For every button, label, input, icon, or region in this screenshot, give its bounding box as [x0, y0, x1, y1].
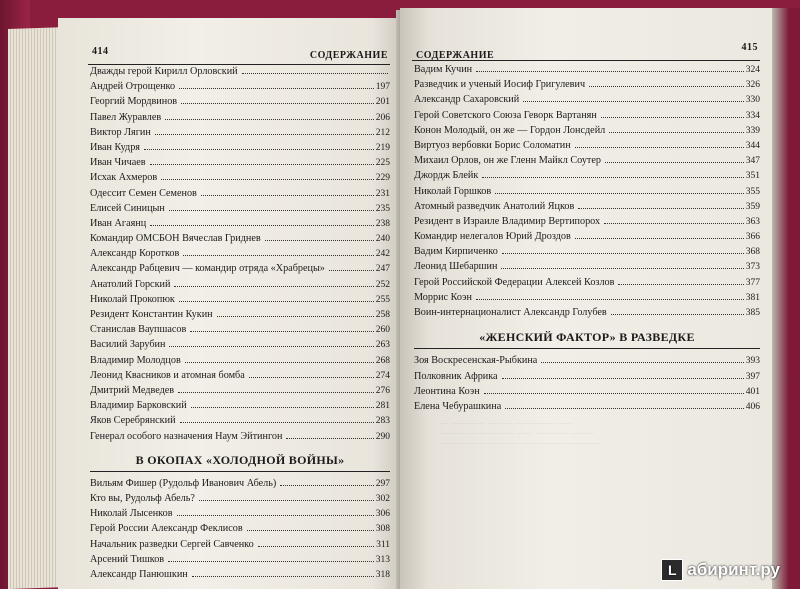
toc-entry-page: 238 — [375, 218, 390, 229]
toc-entry-title: Джордж Блейк — [414, 170, 479, 182]
toc-entry-page: 339 — [745, 125, 760, 136]
toc-leader-dots — [161, 179, 374, 180]
toc-entry — [90, 552, 390, 567]
toc-leader-dots — [601, 117, 744, 118]
toc-entry-title: Полковник Африка — [414, 370, 498, 382]
toc-entry-page: 242 — [375, 249, 390, 260]
toc-entry-title: Командир нелегалов Юрий Дроздов — [414, 231, 571, 243]
toc-entry-page: 397 — [745, 371, 760, 382]
toc-entry-title: Андрей Отрощенко — [90, 81, 176, 93]
toc-leader-dots — [242, 73, 388, 74]
toc-entry-page: 344 — [745, 140, 760, 151]
toc-entry-page: 355 — [745, 186, 760, 197]
toc-entry — [90, 398, 390, 413]
toc-entry — [90, 429, 390, 444]
left-page-number: 414 — [92, 46, 109, 57]
toc-leader-dots — [190, 331, 373, 332]
toc-entry-page: 258 — [375, 310, 390, 320]
toc-entry-page: 219 — [375, 142, 390, 153]
toc-entry-title: Леонид Квасников и атомная бомба — [90, 369, 245, 381]
toc-leader-dots — [177, 515, 374, 516]
toc-leader-dots — [191, 407, 374, 408]
toc-entry — [90, 476, 390, 491]
toc-entry-page: 393 — [745, 356, 760, 367]
toc-entry-title: Одессит Семен Семенов — [90, 187, 197, 199]
toc-entry — [414, 214, 760, 229]
toc-entry-page: 281 — [375, 401, 390, 412]
toc-leader-dots — [329, 270, 374, 271]
toc-entry — [90, 140, 390, 155]
toc-leader-dots — [502, 378, 744, 379]
toc-entry — [90, 491, 390, 506]
left-toc-list — [90, 64, 390, 582]
toc-entry-page: 302 — [375, 494, 390, 505]
toc-entry — [90, 125, 390, 140]
toc-entry-page: 368 — [745, 247, 760, 258]
toc-entry-title: Иван Кудря — [90, 141, 140, 153]
toc-entry — [414, 138, 760, 153]
toc-entry — [90, 64, 390, 79]
toc-entry-title: Резидент Константин Кукин — [90, 309, 213, 320]
toc-entry — [90, 186, 390, 201]
toc-leader-dots — [150, 225, 374, 226]
toc-entry — [414, 62, 760, 77]
toc-entry — [90, 292, 390, 307]
toc-entry-page: 313 — [375, 554, 390, 565]
toc-entry — [90, 567, 390, 582]
toc-entry — [414, 229, 760, 244]
toc-entry-title: Владимир Барковский — [90, 400, 187, 412]
toc-entry — [90, 110, 390, 125]
toc-entry — [414, 153, 760, 168]
toc-entry-title: Герой России Александр Феклисов — [90, 523, 243, 535]
toc-leader-dots — [502, 253, 744, 254]
section-title: «ЖЕНСКИЙ ФАКТОР» В РАЗВЕДКЕ — [479, 330, 695, 345]
toc-entry — [90, 94, 390, 109]
toc-leader-dots — [484, 393, 744, 394]
toc-entry-title: Елена Чебурашкина — [414, 400, 502, 412]
toc-entry-page: 326 — [745, 80, 760, 91]
toc-entry-page: 334 — [745, 110, 760, 121]
toc-entry-title: Зоя Воскресенская-Рыбкина — [414, 355, 538, 367]
toc-leader-dots — [192, 576, 374, 577]
toc-entry-page: 363 — [745, 216, 760, 227]
toc-leader-dots — [150, 164, 374, 165]
right-page-number: 415 — [741, 42, 758, 53]
toc-entry — [414, 184, 760, 199]
toc-entry-title: Командир ОМСБОН Вячеслав Гриднев — [90, 233, 261, 245]
toc-entry-page: 229 — [375, 173, 390, 184]
toc-leader-dots — [482, 177, 743, 178]
toc-entry-page: 308 — [375, 524, 390, 535]
section-rule — [90, 471, 390, 472]
toc-entry-page: 318 — [375, 570, 390, 581]
toc-entry-page: 330 — [745, 95, 760, 106]
right-header-rule — [412, 60, 760, 61]
toc-entry-page: 260 — [375, 325, 390, 336]
toc-leader-dots — [476, 71, 744, 72]
toc-entry-title: Павел Журавлев — [90, 111, 162, 123]
toc-entry-page: 366 — [745, 232, 760, 243]
toc-entry-title: Николай Горшков — [414, 185, 492, 197]
toc-leader-dots — [249, 377, 374, 378]
toc-entry-page: 290 — [375, 431, 390, 442]
toc-leader-dots — [185, 362, 374, 363]
toc-entry — [414, 92, 760, 107]
toc-entry — [90, 368, 390, 383]
toc-entry — [90, 337, 390, 352]
toc-entry-page: 247 — [375, 264, 390, 275]
toc-entry-title: Александр Сахаровский — [414, 94, 520, 106]
toc-entry — [90, 521, 390, 536]
toc-leader-dots — [495, 193, 744, 194]
toc-entry-title: Вильям Фишер (Рудольф Иванович Абель) — [90, 477, 277, 489]
toc-entry — [90, 353, 390, 368]
toc-entry — [90, 537, 390, 552]
toc-entry-page: 347 — [745, 156, 760, 167]
right-toc-list — [414, 62, 760, 414]
toc-leader-dots — [265, 240, 374, 241]
left-running-head: СОДЕРЖАНИЕ — [309, 50, 388, 61]
toc-leader-dots — [501, 268, 743, 269]
toc-entry-title: Вадим Кучин — [414, 64, 473, 75]
toc-entry-title: Резидент в Израиле Владимир Вертипорох — [414, 215, 601, 227]
toc-leader-dots — [280, 485, 373, 486]
toc-entry — [414, 108, 760, 123]
toc-leader-dots — [604, 223, 744, 224]
toc-entry-title: Николай Прокопюк — [90, 293, 175, 305]
labirint-logo-icon: L — [661, 559, 683, 581]
toc-entry-page: 406 — [745, 401, 760, 412]
toc-entry-title: Станислав Ваупшасов — [90, 324, 187, 336]
toc-entry-title: Воин-интернационалист Александр Голубев — [414, 307, 607, 318]
toc-entry-title: Иван Чичаев — [90, 157, 146, 169]
toc-leader-dots — [144, 149, 374, 150]
toc-entry-title: Николай Лысенков — [90, 508, 173, 520]
toc-entry-title: Михаил Орлов, он же Гленн Майкл Соутер — [414, 155, 601, 167]
toc-entry-title: Георгий Мордвинов — [90, 96, 178, 108]
toc-entry — [414, 384, 760, 399]
toc-entry-page: 297 — [375, 478, 390, 489]
toc-entry — [90, 201, 390, 216]
watermark-text: абиринт.ру — [687, 560, 780, 579]
toc-leader-dots — [605, 162, 744, 163]
toc-entry-title: Виртуоз вербовки Борис Соломатин — [414, 139, 571, 151]
toc-entry-title: Дважды герой Кирилл Орловский — [90, 66, 238, 77]
toc-entry-page: 385 — [745, 308, 760, 318]
toc-entry-page: 268 — [375, 355, 390, 366]
toc-leader-dots — [174, 286, 373, 287]
toc-entry-page: 206 — [375, 112, 390, 123]
toc-entry-title: Моррис Коэн — [414, 291, 472, 303]
toc-entry-title: Александр Панюшкин — [90, 569, 188, 581]
toc-leader-dots — [181, 103, 374, 104]
toc-entry — [414, 168, 760, 183]
toc-leader-dots — [183, 255, 373, 256]
background-right — [772, 8, 800, 589]
toc-entry — [414, 244, 760, 259]
toc-entry — [414, 259, 760, 274]
toc-leader-dots — [169, 210, 374, 211]
toc-entry-title: Дмитрий Медведев — [90, 384, 175, 396]
toc-leader-dots — [247, 530, 374, 531]
toc-entry — [414, 77, 760, 92]
toc-leader-dots — [179, 301, 374, 302]
toc-leader-dots — [201, 195, 374, 196]
toc-entry-title: Исхак Ахмеров — [90, 172, 158, 184]
toc-leader-dots — [505, 408, 744, 409]
toc-entry-page: 252 — [375, 279, 390, 290]
toc-entry-title: Василий Зарубин — [90, 339, 166, 351]
toc-leader-dots — [618, 284, 743, 285]
toc-entry — [90, 155, 390, 170]
toc-leader-dots — [217, 316, 374, 317]
toc-leader-dots — [476, 299, 744, 300]
toc-entry-page: 274 — [375, 370, 390, 381]
toc-entry-page: 201 — [375, 97, 390, 108]
toc-leader-dots — [286, 438, 373, 439]
toc-entry-page: 373 — [745, 262, 760, 273]
toc-leader-dots — [589, 86, 744, 87]
toc-leader-dots — [575, 238, 744, 239]
section-title: В ОКОПАХ «ХОЛОДНОЙ ВОЙНЫ» — [135, 452, 345, 467]
toc-entry-page: 263 — [375, 340, 390, 351]
toc-entry-title: Герой Российской Федерации Алексей Козлов — [414, 276, 615, 288]
toc-leader-dots — [258, 546, 374, 547]
toc-entry-title: Владимир Молодцов — [90, 354, 181, 366]
toc-entry — [90, 261, 390, 276]
toc-entry — [90, 322, 390, 337]
toc-entry — [90, 216, 390, 231]
toc-entry-page: 351 — [745, 171, 760, 182]
toc-entry-page: 377 — [745, 277, 760, 288]
toc-entry — [414, 123, 760, 138]
toc-entry-page: 311 — [376, 539, 390, 550]
toc-entry-title: Арсений Тишков — [90, 553, 165, 565]
labirint-watermark — [661, 559, 780, 581]
toc-entry — [414, 199, 760, 214]
toc-entry-page: 197 — [375, 82, 390, 93]
toc-leader-dots — [575, 147, 744, 148]
toc-entry — [90, 413, 390, 428]
toc-entry-page: 255 — [375, 294, 390, 305]
toc-entry — [90, 277, 390, 292]
toc-leader-dots — [199, 500, 374, 501]
toc-leader-dots — [168, 561, 374, 562]
toc-entry-page: 381 — [745, 292, 760, 303]
toc-leader-dots — [169, 346, 373, 347]
toc-entry-title: Иван Агаянц — [90, 217, 147, 229]
toc-entry-title: Виктор Лягин — [90, 126, 151, 138]
section-heading-block — [90, 453, 390, 472]
toc-entry-title: Герой Советского Союза Геворк Вартанян — [414, 109, 597, 121]
toc-entry-title: Леонтина Коэн — [414, 385, 480, 397]
toc-entry-title: Кто вы, Рудольф Абель? — [90, 493, 195, 505]
section-heading-block — [414, 330, 760, 349]
toc-entry-title: Александр Рабцевич — командир отряда «Храбрецы» — [90, 263, 325, 275]
toc-entry-title: Яков Серебрянский — [90, 415, 176, 427]
toc-entry-page: 212 — [375, 127, 390, 138]
toc-entry — [90, 246, 390, 261]
toc-leader-dots — [155, 134, 374, 135]
toc-leader-dots — [178, 392, 374, 393]
bleed-through-text: — ———— ——— ————— —— ——— —————— —— ———— ——— — ——————— ———— ——— ———— — [440, 418, 600, 447]
toc-entry — [90, 307, 390, 322]
toc-entry — [90, 170, 390, 185]
toc-entry — [90, 506, 390, 521]
toc-entry-page: 283 — [375, 416, 390, 427]
toc-entry — [90, 231, 390, 246]
toc-entry — [414, 275, 760, 290]
toc-leader-dots — [578, 208, 743, 209]
toc-leader-dots — [180, 422, 374, 423]
toc-entry-page: 324 — [745, 65, 760, 75]
toc-entry-page: 231 — [375, 188, 390, 199]
right-page — [400, 8, 772, 589]
left-page — [58, 18, 400, 589]
toc-leader-dots — [609, 132, 744, 133]
toc-entry-page: 401 — [745, 386, 760, 397]
toc-entry-title: Начальник разведки Сергей Савченко — [90, 538, 254, 550]
toc-entry-page: 240 — [375, 234, 390, 245]
toc-entry-title: Анатолий Горский — [90, 278, 171, 290]
toc-entry-page: 235 — [375, 203, 390, 214]
toc-leader-dots — [523, 101, 744, 102]
toc-leader-dots — [165, 119, 374, 120]
toc-entry-title: Леонид Шебаршин — [414, 261, 498, 273]
toc-leader-dots — [541, 362, 743, 363]
section-rule — [414, 348, 760, 349]
toc-entry-title: Атомный разведчик Анатолий Яцков — [414, 200, 575, 212]
toc-entry — [414, 399, 760, 414]
toc-entry-page: 306 — [375, 509, 390, 520]
toc-entry-page: 359 — [745, 201, 760, 212]
toc-entry — [414, 369, 760, 384]
toc-leader-dots — [179, 88, 374, 89]
toc-entry-title: Вадим Кирпиченко — [414, 246, 498, 258]
toc-entry-title: Александр Коротков — [90, 248, 180, 260]
toc-entry-page: 225 — [375, 158, 390, 169]
toc-entry-page: 276 — [375, 385, 390, 396]
toc-entry-title: Разведчик и ученый Иосиф Григулевич — [414, 79, 586, 91]
toc-entry — [414, 290, 760, 305]
toc-entry — [90, 383, 390, 398]
toc-entry-title: Генерал особого назначения Наум Эйтингон — [90, 430, 283, 442]
toc-entry-title: Конон Молодый, он же — Гордон Лонсдейл — [414, 124, 606, 136]
toc-leader-dots — [611, 314, 744, 315]
toc-entry — [414, 353, 760, 368]
toc-entry-title: Елисей Синицын — [90, 202, 165, 214]
toc-entry — [90, 79, 390, 94]
right-running-head: СОДЕРЖАНИЕ — [416, 50, 495, 61]
toc-entry — [414, 305, 760, 320]
